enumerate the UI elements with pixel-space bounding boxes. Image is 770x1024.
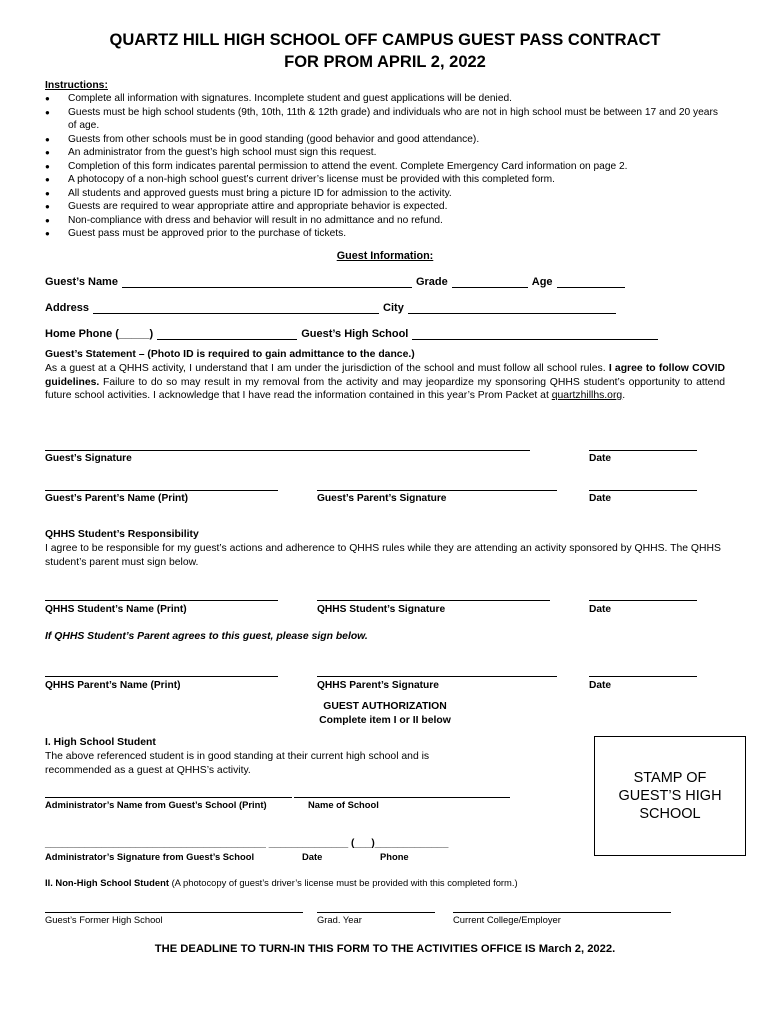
instructions-list bbox=[45, 92, 725, 241]
guest-name-label: Guest’s Name bbox=[45, 276, 118, 288]
guest-signature-date-line[interactable] bbox=[589, 450, 697, 451]
qhhs-responsibility-text: I agree to be responsible for my guest’s actions and adherence to QHHS rules while they are attending an activity sponsored by QHHS. The QHHS student’s parent must sign below. bbox=[45, 543, 721, 568]
phone-row bbox=[45, 328, 685, 340]
date-label: Date bbox=[589, 604, 612, 615]
guest-parent-signature-line[interactable] bbox=[317, 490, 557, 491]
instruction-item: ● Complete all information with signatures. Incomplete student and guest applications will be denied. bbox=[45, 92, 725, 106]
school-name-line[interactable] bbox=[294, 797, 510, 798]
guest-info-heading: Guest Information: bbox=[336, 250, 434, 262]
statement-text-a: As a guest at a QHHS activity, I understand that I am under the jurisdiction of the school and must follow all school rules. bbox=[45, 363, 606, 374]
guest-high-school-label: Guest’s High School bbox=[301, 328, 409, 340]
grad-year-line[interactable] bbox=[317, 912, 435, 913]
qhhs-responsibility-heading: QHHS Student’s Responsibility bbox=[45, 529, 199, 540]
current-college-line[interactable] bbox=[453, 912, 671, 913]
date-label: Date bbox=[589, 493, 612, 504]
guest-name-field[interactable] bbox=[122, 277, 412, 288]
admin-date-label: Date bbox=[302, 851, 323, 862]
admin-phone-label: Phone bbox=[380, 851, 409, 862]
guest-name-row bbox=[45, 276, 665, 288]
non-high-school-heading: II. Non-High School Student bbox=[45, 877, 169, 888]
deadline-notice: THE DEADLINE TO TURN-IN THIS FORM TO THE ACTIVITIES OFFICE IS March 2, 2022. bbox=[154, 943, 616, 955]
instruction-item: ● Guests are required to wear appropriate attire and appropriate behavior is expected. bbox=[45, 200, 725, 214]
guest-parent-name-label: Guest’s Parent’s Name (Print) bbox=[45, 493, 189, 504]
qhhs-student-signature-line[interactable] bbox=[317, 600, 550, 601]
guest-authorization-subheading: Complete item I or II below bbox=[319, 715, 451, 726]
instructions-heading: Instructions: bbox=[45, 80, 108, 91]
qhhs-parent-name-line[interactable] bbox=[45, 676, 278, 677]
grad-year-label: Grad. Year bbox=[317, 914, 362, 925]
city-field[interactable] bbox=[408, 303, 616, 314]
instruction-item: ● A photocopy of a non-high school guest’s current driver’s license must be provided with this completed form. bbox=[45, 173, 725, 187]
qhhs-parent-signature-line[interactable] bbox=[317, 676, 557, 677]
qhhs-parent-signature-label: QHHS Parent’s Signature bbox=[317, 680, 439, 691]
guest-parent-name-line[interactable] bbox=[45, 490, 278, 491]
date-label: Date bbox=[589, 680, 612, 691]
qhhs-student-date-line[interactable] bbox=[589, 600, 697, 601]
address-field[interactable] bbox=[93, 303, 379, 314]
statement-covid: I agree to follow COVID guidelines. bbox=[45, 363, 725, 388]
high-school-student-heading: I. High School Student bbox=[45, 737, 156, 748]
instruction-item: ● Guests must be high school students (9th, 10th, 11th & 12th grade) and individuals who are not in high school must be between 17 and 20 years of age. bbox=[45, 106, 725, 133]
guest-signature-line[interactable] bbox=[45, 450, 530, 451]
qhhs-parent-note: If QHHS Student’s Parent agrees to this guest, please sign below. bbox=[45, 631, 368, 642]
address-label: Address bbox=[45, 302, 90, 314]
date-label: Date bbox=[589, 453, 612, 464]
former-school-label: Guest’s Former High School bbox=[45, 914, 163, 925]
city-label: City bbox=[383, 302, 404, 314]
instruction-item: ● All students and approved guests must bring a picture ID for admission to the activity. bbox=[45, 187, 725, 201]
former-school-line[interactable] bbox=[45, 912, 303, 913]
home-phone-label: Home Phone (_____) bbox=[45, 328, 154, 340]
grade-field[interactable] bbox=[452, 277, 528, 288]
statement-text-b: Failure to do so may result in my removal from the activity and may jeopardize my sponsoring QHHS student’s opportunity to attend future school activities. I acknowledge that I have read the information contained in this year’s Prom Packet at bbox=[45, 376, 725, 402]
admin-signature-line[interactable]: _______________________________________ ______________ (___)_____________ bbox=[45, 838, 449, 849]
guest-authorization-heading: GUEST AUTHORIZATION bbox=[323, 701, 447, 712]
stamp-box bbox=[594, 736, 746, 856]
prom-packet-link[interactable]: quartzhillhs.org bbox=[551, 390, 623, 402]
school-name-label: Name of School bbox=[308, 799, 379, 810]
instruction-item: ● Guests from other schools must be in good standing (good behavior and good attendance). bbox=[45, 133, 725, 147]
instruction-item: ● Non-compliance with dress and behavior will result in no admittance and no refund. bbox=[45, 214, 725, 228]
address-row bbox=[45, 302, 665, 314]
grade-label: Grade bbox=[415, 276, 448, 288]
statement-end: . bbox=[622, 390, 626, 402]
high-school-student-text: The above referenced student is in good standing at their current high school and is recommended as a guest at QHHS’s activity. bbox=[45, 751, 430, 776]
instruction-item: ● Completion of this form indicates parental permission to attend the event. Complete Emergency Card information on page 2. bbox=[45, 160, 725, 174]
form-title-line-2: FOR PROM APRIL 2, 2022 bbox=[284, 53, 486, 71]
instruction-item: ● Guest pass must be approved prior to the purchase of tickets. bbox=[45, 227, 725, 241]
non-high-school-note: (A photocopy of guest’s driver’s license must be provided with this completed form.) bbox=[171, 877, 518, 888]
age-label: Age bbox=[531, 276, 553, 288]
qhhs-parent-date-line[interactable] bbox=[589, 676, 697, 677]
qhhs-student-name-label: QHHS Student’s Name (Print) bbox=[45, 604, 187, 615]
admin-name-line[interactable] bbox=[45, 797, 292, 798]
age-field[interactable] bbox=[557, 277, 625, 288]
home-phone-field[interactable] bbox=[157, 329, 297, 340]
current-college-label: Current College/Employer bbox=[453, 914, 561, 925]
form-title-line-1: QUARTZ HILL HIGH SCHOOL OFF CAMPUS GUEST PASS CONTRACT bbox=[109, 31, 661, 49]
non-high-school-row bbox=[45, 877, 518, 888]
admin-name-label: Administrator’s Name from Guest’s School (Print) bbox=[45, 799, 267, 810]
guest-parent-signature-label: Guest’s Parent’s Signature bbox=[317, 493, 447, 504]
admin-signature-label: Administrator’s Signature from Guest’s School bbox=[45, 851, 255, 862]
guest-high-school-field[interactable] bbox=[412, 329, 658, 340]
qhhs-student-name-line[interactable] bbox=[45, 600, 278, 601]
instruction-item: ● An administrator from the guest’s high school must sign this request. bbox=[45, 146, 725, 160]
guest-parent-date-line[interactable] bbox=[589, 490, 697, 491]
qhhs-student-signature-label: QHHS Student’s Signature bbox=[317, 604, 446, 615]
statement-heading: Guest’s Statement – (Photo ID is required to gain admittance to the dance.) bbox=[45, 349, 415, 360]
qhhs-parent-name-label: QHHS Parent’s Name (Print) bbox=[45, 680, 181, 691]
stamp-text: STAMP OF GUEST’S HIGH SCHOOL bbox=[618, 770, 722, 822]
guest-signature-label: Guest’s Signature bbox=[45, 453, 132, 464]
statement-text bbox=[45, 362, 725, 403]
